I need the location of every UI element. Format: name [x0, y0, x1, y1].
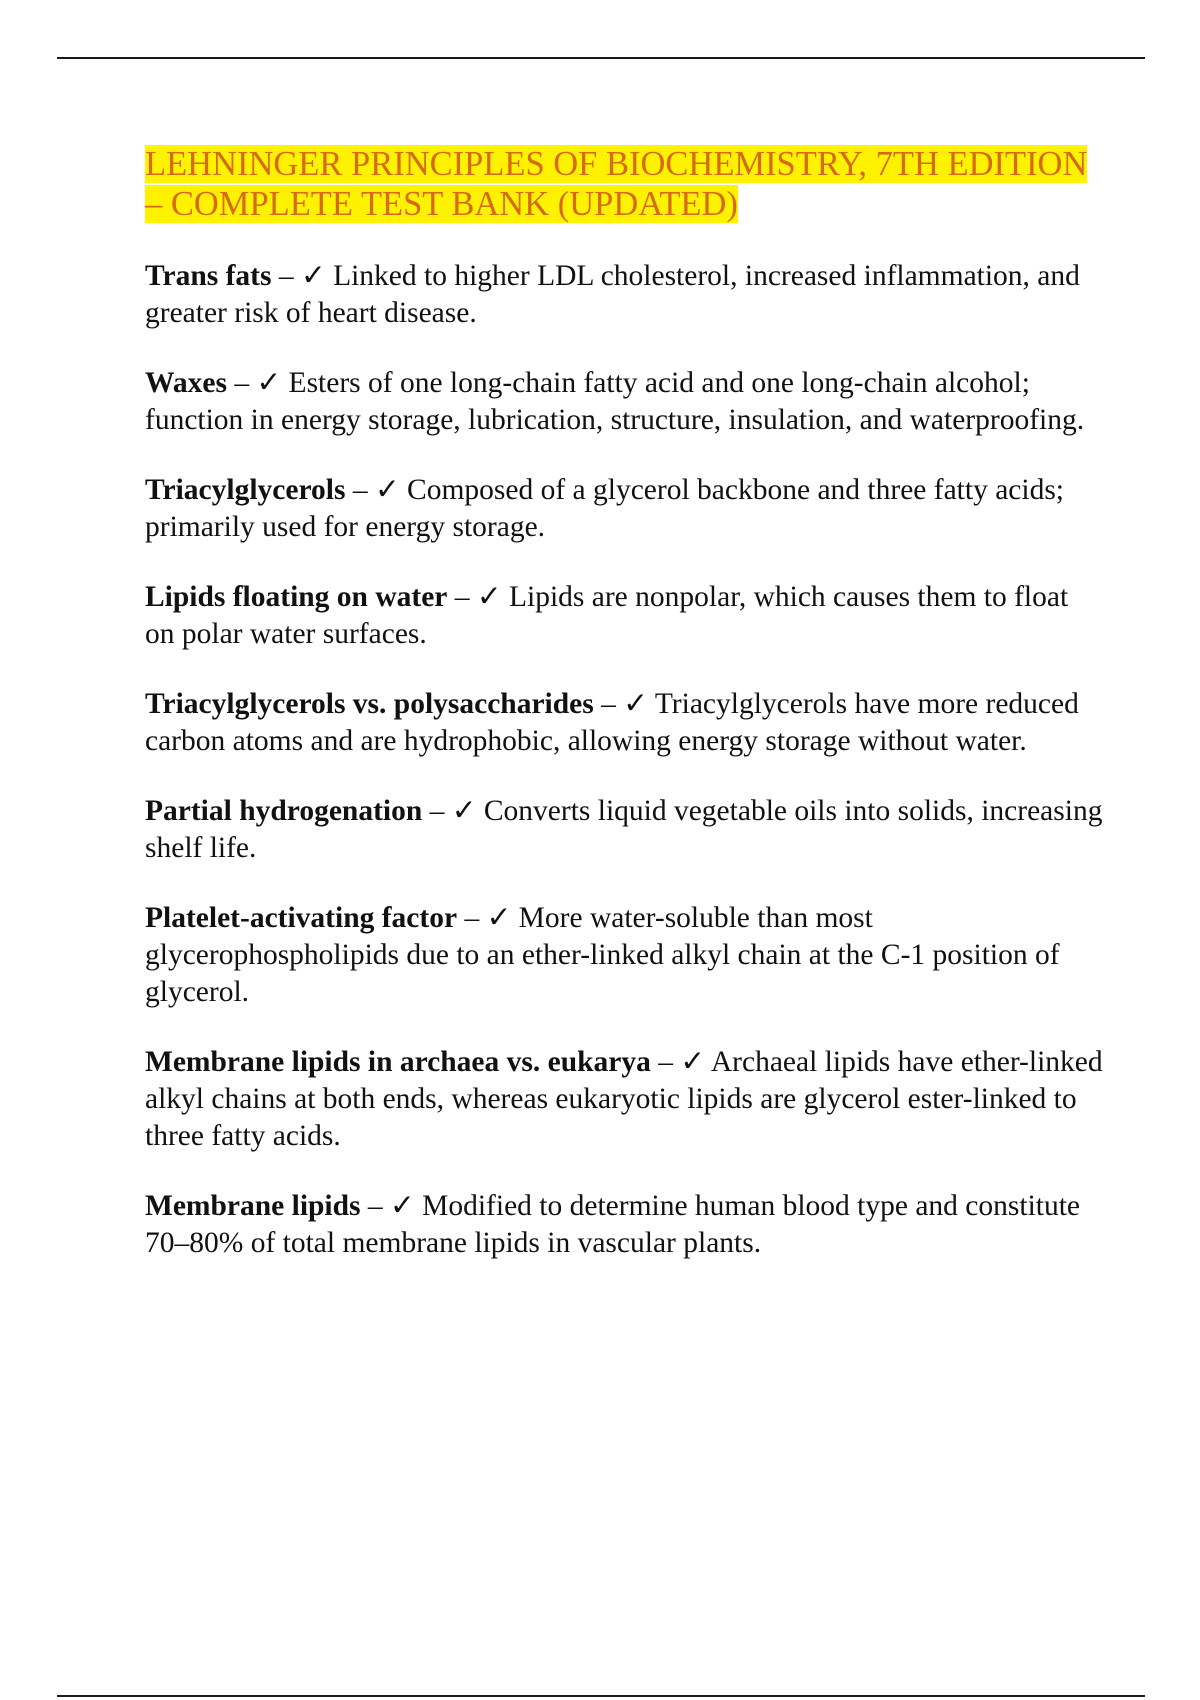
list-item: [145, 1044, 1105, 1155]
entry-term: Trans fats: [145, 260, 272, 292]
document-title-highlight: LEHNINGER PRINCIPLES OF BIOCHEMISTRY, 7TH EDITION – COMPLETE TEST BANK (UPDATED): [145, 145, 1088, 223]
entry-list: [145, 258, 1105, 1262]
entry-definition: Archaeal lipids have ether-linked alkyl chains at both ends, whereas eukaryotic lipids are glycerol ester-linked to three fatty acids.: [145, 1046, 1103, 1152]
entry-term: Membrane lipids: [145, 1190, 361, 1222]
entry-definition: Converts liquid vegetable oils into solids, increasing shelf life.: [145, 795, 1103, 864]
entry-definition: Esters of one long-chain fatty acid and one long-chain alcohol; function in energy storage, lubrication, structure, insulation, and waterproofing.: [145, 367, 1085, 436]
entry-term: Waxes: [145, 367, 227, 399]
list-item: [145, 1188, 1105, 1262]
entry-separator: – ✓: [360, 1190, 423, 1222]
entry-term: Membrane lipids in archaea vs. eukarya: [145, 1046, 651, 1078]
entry-definition: Modified to determine human blood type and constitute 70–80% of total membrane lipids in vascular plants.: [145, 1190, 1080, 1259]
list-item: [145, 365, 1105, 439]
entry-separator: – ✓: [226, 367, 289, 399]
entry-definition: Composed of a glycerol backbone and three fatty acids; primarily used for energy storage.: [145, 474, 1064, 543]
list-item: [145, 258, 1105, 332]
entry-separator: – ✓: [447, 581, 509, 613]
entry-term: Triacylglycerols vs. polysaccharides: [145, 688, 594, 720]
entry-separator: – ✓: [271, 260, 334, 292]
page-content: [145, 144, 1105, 1295]
entry-term: Platelet-activating factor: [145, 902, 458, 934]
entry-definition: Linked to higher LDL cholesterol, increased inflammation, and greater risk of heart disease.: [145, 260, 1080, 329]
entry-separator: – ✓: [457, 902, 519, 934]
bottom-rule: [57, 1695, 1145, 1697]
entry-term: Lipids floating on water: [145, 581, 448, 613]
list-item: [145, 900, 1105, 1011]
list-item: [145, 579, 1105, 653]
entry-definition: Lipids are nonpolar, which causes them to float on polar water surfaces.: [145, 581, 1069, 650]
list-item: [145, 472, 1105, 546]
entry-term: Partial hydrogenation: [145, 795, 423, 827]
entry-separator: – ✓: [422, 795, 484, 827]
document-title: [145, 144, 1105, 224]
entry-definition: More water-soluble than most glycerophospholipids due to an ether-linked alkyl chain at the C-1 position of glycerol.: [145, 902, 1060, 1008]
entry-separator: – ✓: [593, 688, 655, 720]
entry-separator: – ✓: [650, 1046, 711, 1078]
entry-term: Triacylglycerols: [145, 474, 346, 506]
list-item: [145, 793, 1105, 867]
entry-separator: – ✓: [345, 474, 408, 506]
entry-definition: Triacylglycerols have more reduced carbon atoms and are hydrophobic, allowing energy storage without water.: [145, 688, 1079, 757]
top-rule: [57, 57, 1145, 59]
list-item: [145, 686, 1105, 760]
